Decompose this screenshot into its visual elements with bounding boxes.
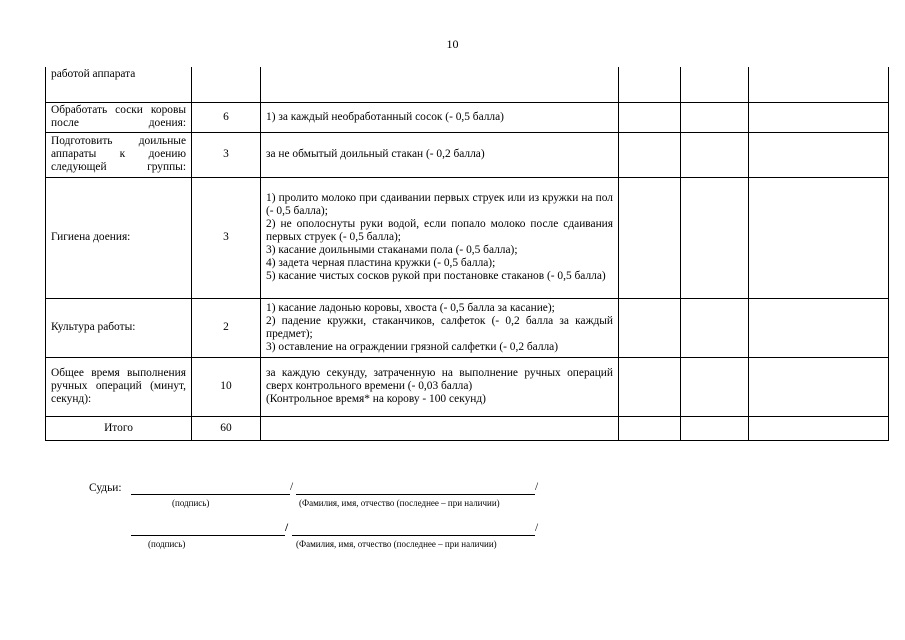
score-cell[interactable] [749,177,889,298]
score-cell[interactable] [619,102,681,132]
table-row [46,298,889,357]
name-line-2[interactable] [292,535,535,536]
signature-line-1[interactable] [131,494,290,495]
deduction-criteria [261,298,619,357]
score-cell[interactable] [681,177,749,298]
table-row [46,132,889,177]
table-row [46,357,889,416]
name-line-1[interactable] [296,494,535,495]
score-cell[interactable] [749,298,889,357]
slash-2: / [285,522,289,534]
criterion-name: Гигиена доения: [46,177,192,298]
score-cell[interactable] [749,416,889,440]
max-points: 10 [192,357,261,416]
deduction-criteria [261,177,619,298]
slash-1-end: / [535,481,539,493]
score-cell[interactable] [681,132,749,177]
criterion-name: Итого [46,416,192,440]
deduction-item: за каждую секунду, затраченную на выполнение ручных операций сверх контрольного времени (- 0,03 балла) [266,367,613,392]
score-cell[interactable] [681,357,749,416]
max-points [192,67,261,102]
score-cell[interactable] [749,102,889,132]
max-points: 60 [192,416,261,440]
deduction-item: (Контрольное время* на корову - 100 секунд) [266,393,486,405]
score-cell[interactable] [619,416,681,440]
criterion-name: Обработать соски коровы после доения: [46,102,192,132]
table-row [46,67,889,102]
score-cell[interactable] [619,67,681,102]
name-caption-2: (Фамилия, имя, отчество (последнее – при наличии) [296,539,497,549]
deduction-criteria [261,357,619,416]
table-row [46,177,889,298]
score-cell[interactable] [681,102,749,132]
deduction-item: 1) пролито молоко при сдаивании первых струек или из кружки на пол (- 0,5 балла); [266,192,613,217]
scoring-table [45,67,889,441]
criterion-name: Подготовить доильные аппараты к доению следующей группы: [46,132,192,177]
deduction-item: 4) задета черная пластина кружки (- 0,5 балла); [266,257,496,269]
deduction-item: 1) касание ладонью коровы, хвоста (- 0,5 балла за касание); [266,301,555,314]
slash-1: / [290,481,294,493]
score-cell[interactable] [749,357,889,416]
signature-caption-2: (подпись) [148,539,186,549]
deduction-criteria [261,67,619,102]
signature-line-2[interactable] [131,535,285,536]
table-row [46,416,889,440]
deduction-criteria [261,416,619,440]
max-points: 3 [192,132,261,177]
max-points: 2 [192,298,261,357]
score-cell[interactable] [619,298,681,357]
deduction-criteria [261,102,619,132]
judges-label: Судьи: [89,482,122,494]
criterion-name: работой аппарата [46,67,192,102]
deduction-item: за не обмытый доильный стакан (- 0,2 балла) [266,148,485,160]
score-cell[interactable] [749,67,889,102]
slash-2-end: / [535,522,539,534]
deduction-item: 3) оставление на ограждении грязной салфетки (- 0,2 балла) [266,340,559,353]
page-number: 10 [446,37,459,51]
score-cell[interactable] [619,357,681,416]
score-cell[interactable] [681,67,749,102]
score-cell[interactable] [619,132,681,177]
deduction-item: 2) не ополоснуты руки водой, если попало молоко после сдаивания первых струек (- 0,5 балла); [266,218,613,243]
max-points: 6 [192,102,261,132]
name-caption-1: (Фамилия, имя, отчество (последнее – при наличии) [299,498,500,508]
deduction-item: 1) за каждый необработанный сосок (- 0,5 балла) [266,110,504,123]
max-points: 3 [192,177,261,298]
deduction-item: 5) касание чистых сосков рукой при постановке стаканов (- 0,5 балла) [266,270,606,282]
score-cell[interactable] [681,416,749,440]
deduction-item: 2) падение кружки, стаканчиков, салфеток (- 0,2 балла за каждый предмет); [266,314,613,340]
table-row [46,102,889,132]
score-cell[interactable] [619,177,681,298]
score-cell[interactable] [749,132,889,177]
signature-caption-1: (подпись) [172,498,210,508]
criterion-name: Общее время выполнения ручных операций (минут, секунд): [46,357,192,416]
deduction-criteria [261,132,619,177]
deduction-item: 3) касание доильными стаканами пола (- 0,5 балла); [266,244,518,256]
criterion-name: Культура работы: [46,298,192,357]
score-cell[interactable] [681,298,749,357]
